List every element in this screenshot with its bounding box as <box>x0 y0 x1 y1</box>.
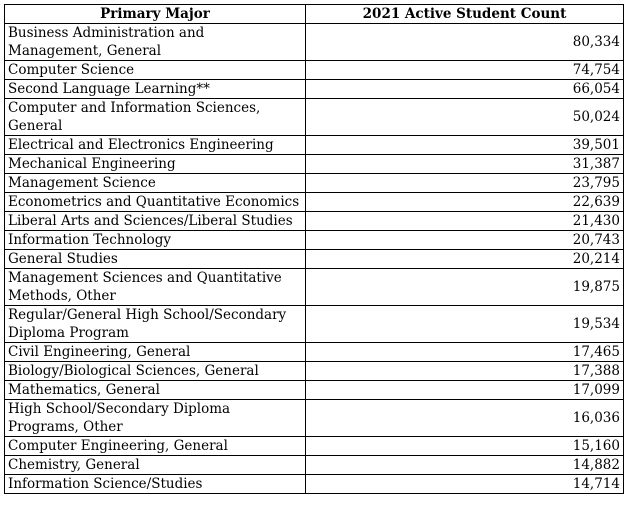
count-cell: 80,334 <box>306 24 624 61</box>
count-cell: 14,714 <box>306 475 624 494</box>
major-cell: High School/Secondary Diploma Programs, Other <box>5 400 306 437</box>
count-cell: 16,036 <box>306 400 624 437</box>
table-row <box>5 136 624 155</box>
table-row <box>5 80 624 99</box>
majors-table <box>4 4 624 494</box>
count-cell: 31,387 <box>306 155 624 174</box>
major-cell: Management Sciences and Quantitative Methods, Other <box>5 269 306 306</box>
table-row <box>5 362 624 381</box>
count-cell: 20,214 <box>306 250 624 269</box>
header-primary-major: Primary Major <box>5 5 306 24</box>
major-cell: Electrical and Electronics Engineering <box>5 136 306 155</box>
table-row <box>5 212 624 231</box>
table-container <box>4 4 624 494</box>
major-cell: Information Science/Studies <box>5 475 306 494</box>
count-cell: 17,465 <box>306 343 624 362</box>
major-cell: Civil Engineering, General <box>5 343 306 362</box>
count-cell: 22,639 <box>306 193 624 212</box>
major-cell: Mathematics, General <box>5 381 306 400</box>
major-cell: General Studies <box>5 250 306 269</box>
major-cell: Business Administration and Management, General <box>5 24 306 61</box>
major-cell: Information Technology <box>5 231 306 250</box>
table-row <box>5 99 624 136</box>
count-cell: 17,388 <box>306 362 624 381</box>
major-cell: Second Language Learning** <box>5 80 306 99</box>
table-row <box>5 174 624 193</box>
count-cell: 20,743 <box>306 231 624 250</box>
table-row <box>5 231 624 250</box>
header-row <box>5 5 624 24</box>
table-row <box>5 343 624 362</box>
major-cell: Computer Engineering, General <box>5 437 306 456</box>
table-body <box>5 24 624 494</box>
table-row <box>5 456 624 475</box>
table-row <box>5 193 624 212</box>
major-cell: Chemistry, General <box>5 456 306 475</box>
count-cell: 39,501 <box>306 136 624 155</box>
major-cell: Management Science <box>5 174 306 193</box>
major-cell: Econometrics and Quantitative Economics <box>5 193 306 212</box>
count-cell: 66,054 <box>306 80 624 99</box>
count-cell: 21,430 <box>306 212 624 231</box>
table-row <box>5 24 624 61</box>
major-cell: Mechanical Engineering <box>5 155 306 174</box>
count-cell: 74,754 <box>306 61 624 80</box>
major-cell: Biology/Biological Sciences, General <box>5 362 306 381</box>
table-row <box>5 381 624 400</box>
count-cell: 19,534 <box>306 306 624 343</box>
major-cell: Liberal Arts and Sciences/Liberal Studies <box>5 212 306 231</box>
table-row <box>5 269 624 306</box>
table-row <box>5 306 624 343</box>
table-row <box>5 475 624 494</box>
table-row <box>5 400 624 437</box>
table-row <box>5 437 624 456</box>
count-cell: 17,099 <box>306 381 624 400</box>
count-cell: 14,882 <box>306 456 624 475</box>
count-cell: 23,795 <box>306 174 624 193</box>
count-cell: 19,875 <box>306 269 624 306</box>
major-cell: Computer and Information Sciences, General <box>5 99 306 136</box>
major-cell: Computer Science <box>5 61 306 80</box>
major-cell: Regular/General High School/Secondary Diploma Program <box>5 306 306 343</box>
table-row <box>5 250 624 269</box>
table-row <box>5 61 624 80</box>
table-row <box>5 155 624 174</box>
header-active-student-count: 2021 Active Student Count <box>306 5 624 24</box>
count-cell: 50,024 <box>306 99 624 136</box>
count-cell: 15,160 <box>306 437 624 456</box>
